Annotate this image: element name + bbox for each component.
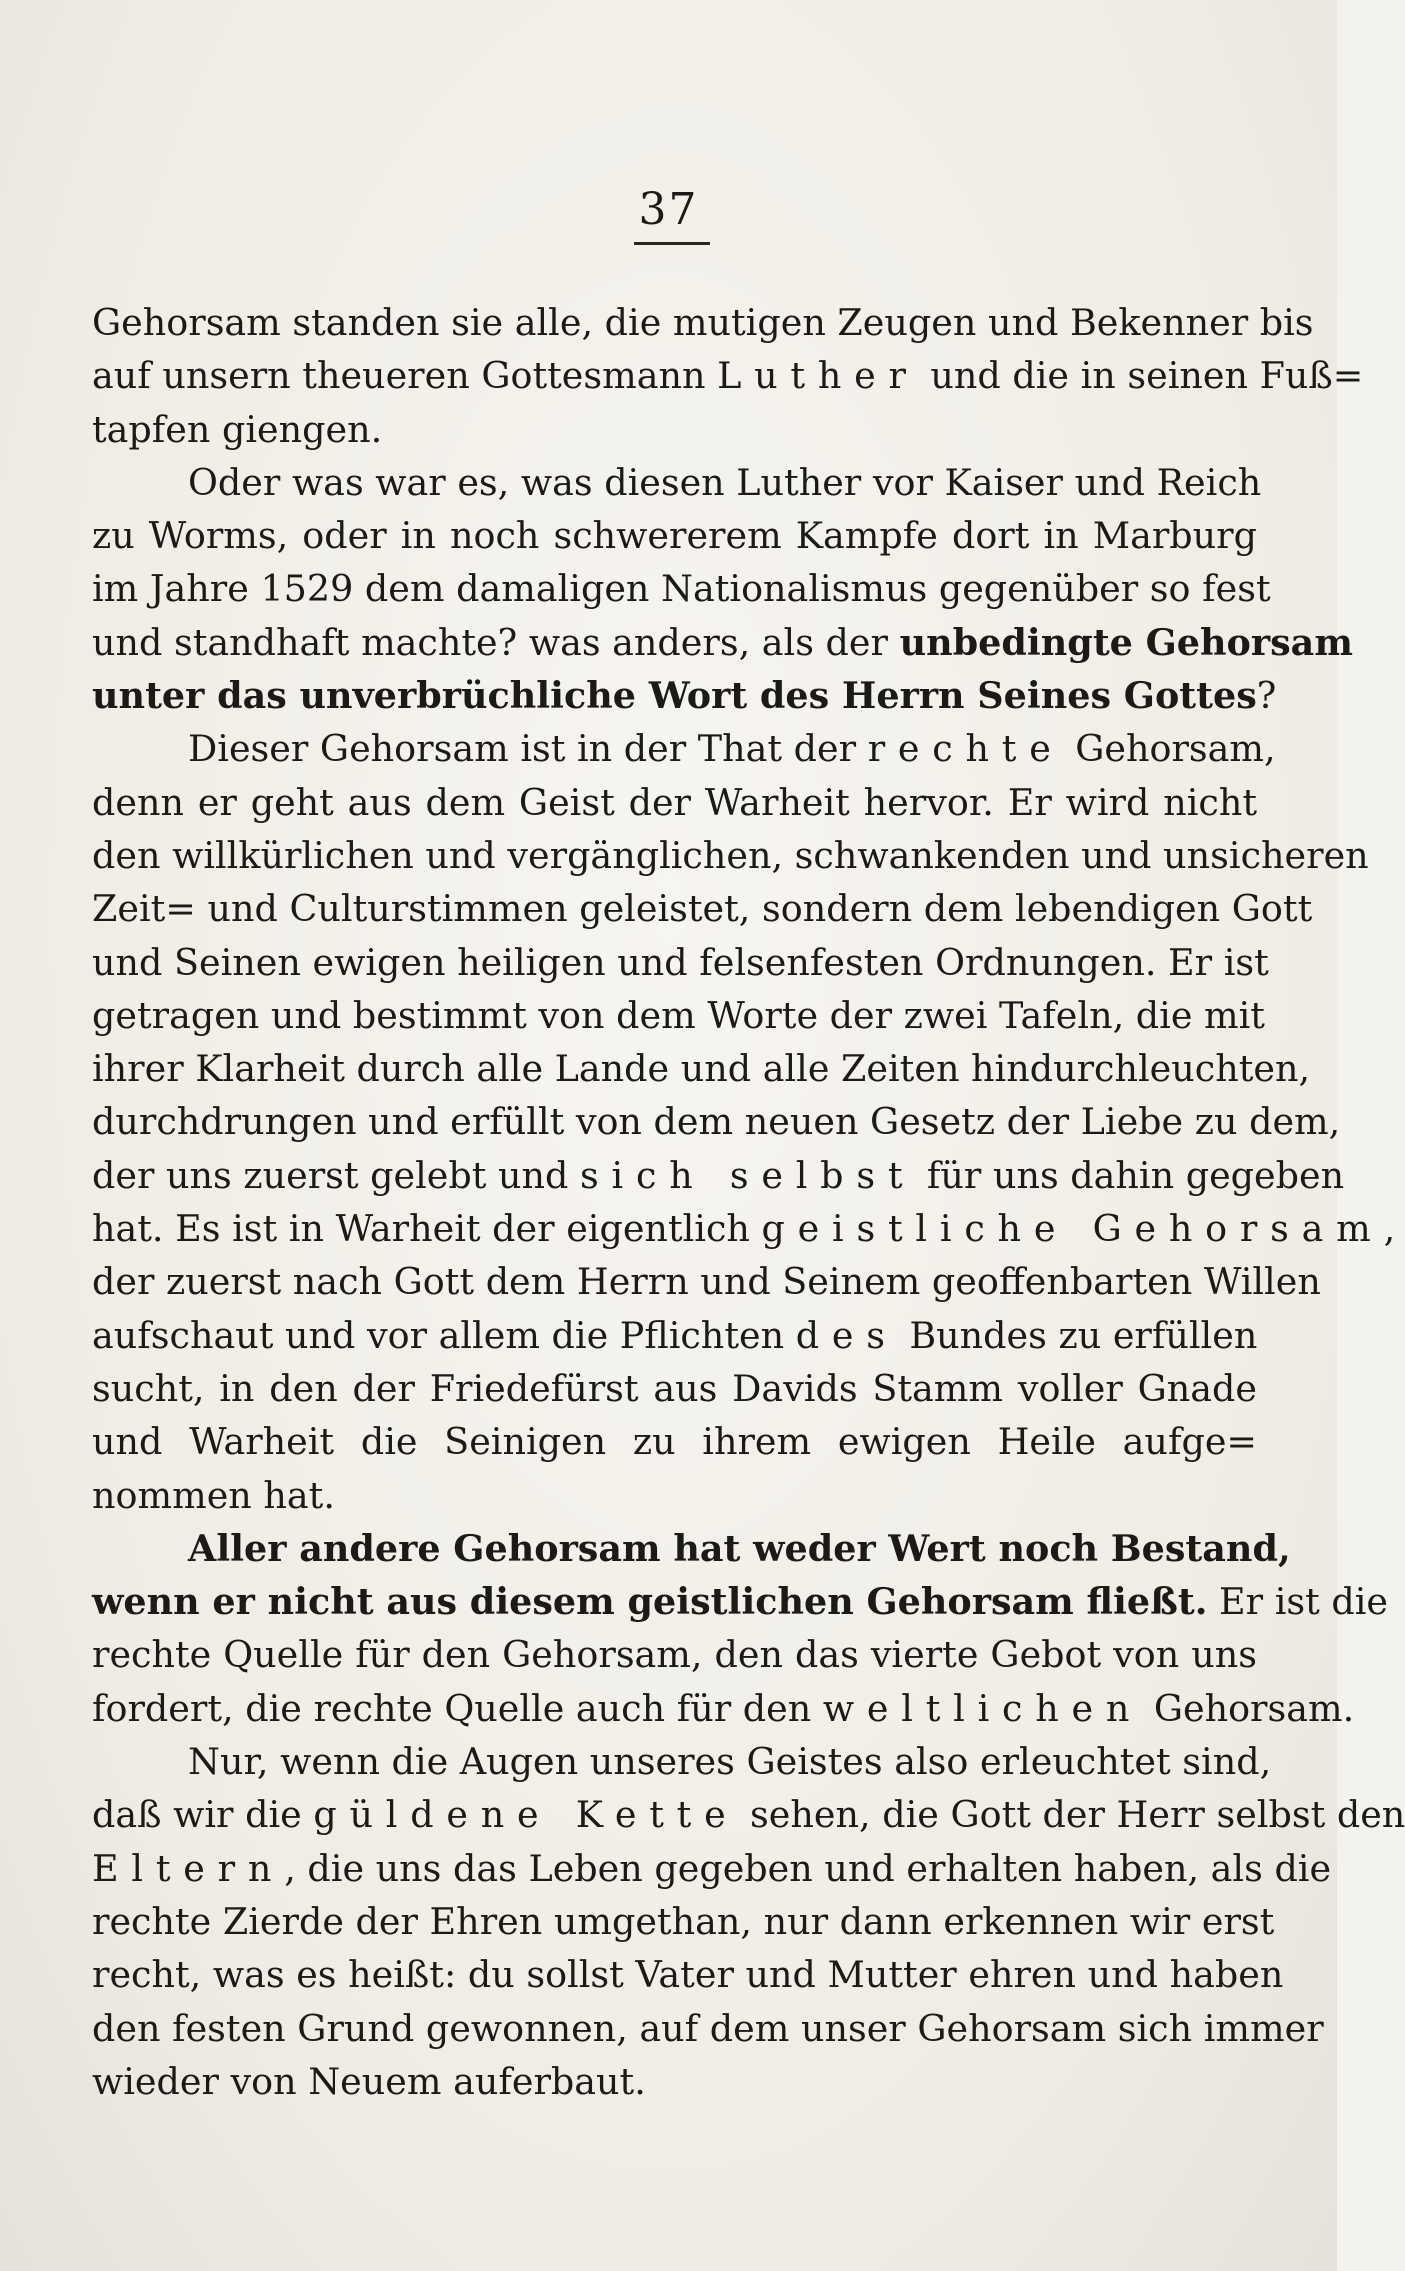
text-line xyxy=(92,1575,1389,1628)
text-run: für uns dahin gegeben xyxy=(915,1153,1345,1197)
text-run: wieder von Neuem auferbaut. xyxy=(92,2059,646,2103)
text-line xyxy=(92,776,1257,829)
spaced-text-run: des xyxy=(795,1313,898,1357)
text-run: Nur, wenn die Augen unseres Geistes also erleuchtet sind, xyxy=(188,1740,1272,1784)
text-run: und Warheit die Seinigen zu ihrem ewigen Heile aufge= xyxy=(92,1420,1257,1464)
text-line xyxy=(92,1202,1396,1255)
text-line xyxy=(92,296,1314,349)
text-run: Gehorsam. xyxy=(1142,1686,1355,1730)
text-run: Dieser Gehorsam ist in der That der xyxy=(188,727,868,771)
text-run: nommen hat. xyxy=(92,1473,335,1517)
spaced-text-run: rechte xyxy=(867,727,1064,771)
text-line xyxy=(92,1362,1257,1415)
text-line xyxy=(92,1415,1257,1468)
text-run: ? xyxy=(1256,674,1277,718)
text-line xyxy=(92,456,1262,509)
spaced-text-run: Luther xyxy=(717,354,919,398)
text-line xyxy=(92,1735,1272,1788)
text-run: auf unsern theueren Gottesmann xyxy=(92,354,718,398)
text-run: recht, was es heißt: du sollst Vater und Mutter ehren und haben xyxy=(92,1953,1284,1997)
text-line xyxy=(92,989,1265,1042)
text-run: Bundes zu erfüllen xyxy=(897,1313,1258,1357)
text-line xyxy=(92,1149,1345,1202)
bold-text-run: wenn er nicht aus diesem geistlichen Gehorsam fließt. xyxy=(92,1580,1208,1624)
text-run: rechte Zierde der Ehren umgethan, nur dann erkennen wir erst xyxy=(92,1899,1275,1943)
bold-text-run: unbedingte Gehorsam xyxy=(899,620,1353,664)
text-run: Gehorsam, xyxy=(1063,727,1276,771)
text-run: denn er geht aus dem Geist der Warheit hervor. Er wird nicht xyxy=(92,780,1257,824)
text-line xyxy=(92,1895,1275,1948)
page-number: 37 xyxy=(638,184,699,235)
text-run: der uns zuerst gelebt und xyxy=(92,1153,581,1197)
bold-text-run: unter das unverbrüchliche Wort des Herrn Seines Gottes xyxy=(92,674,1257,718)
bold-text-run: Aller andere Gehorsam hat weder Wert noch Bestand, xyxy=(188,1526,1291,1570)
text-line xyxy=(92,1095,1341,1148)
text-line xyxy=(92,1522,1291,1575)
text-line xyxy=(92,403,1257,456)
text-run: daß wir die xyxy=(92,1793,314,1837)
text-line xyxy=(92,562,1271,615)
text-run: rechte Quelle für den Gehorsam, den das vierte Gebot von uns xyxy=(92,1633,1257,1677)
text-run: und standhaft machte? was anders, als der xyxy=(92,620,900,664)
text-run: sehen, die Gott der Herr selbst den xyxy=(738,1793,1405,1837)
text-line xyxy=(92,1788,1405,1841)
text-run: durchdrungen und erfüllt von dem neuen Gesetz der Liebe zu dem, xyxy=(92,1100,1341,1144)
text-line xyxy=(92,882,1313,935)
text-run: zu Worms, oder in noch schwererem Kampfe dort in Marburg xyxy=(92,514,1257,558)
text-line xyxy=(92,1469,1257,1522)
text-line xyxy=(92,509,1257,562)
text-run: , xyxy=(1383,1207,1396,1251)
text-run: der zuerst nach Gott dem Herrn und Seinem geoffenbarten Willen xyxy=(92,1260,1321,1304)
text-line xyxy=(92,936,1269,989)
text-run: tapfen giengen. xyxy=(92,407,383,451)
text-line xyxy=(92,1255,1321,1308)
text-run: Er ist die xyxy=(1207,1580,1389,1624)
text-line xyxy=(92,1042,1311,1095)
text-run: aufschaut und vor allem die Pflichten xyxy=(92,1313,796,1357)
text-run: sucht, in den der Friedefürst aus Davids Stamm voller Gnade xyxy=(92,1366,1257,1410)
text-line xyxy=(92,1948,1284,2001)
text-run: Zeit= und Culturstimmen geleistet, sondern dem lebendigen Gott xyxy=(92,887,1313,931)
text-run: getragen und bestimmt von dem Worte der zwei Tafeln, die mit xyxy=(92,993,1265,1037)
body-text xyxy=(92,296,1405,2108)
page-number-underline xyxy=(634,242,710,245)
spaced-text-run: güldene Kette xyxy=(313,1793,739,1837)
text-line xyxy=(92,669,1277,722)
text-line xyxy=(92,2002,1324,2055)
text-line xyxy=(92,616,1353,669)
spaced-text-run: sich selbst xyxy=(580,1153,916,1197)
text-run: und die in seinen Fuß= xyxy=(918,354,1364,398)
text-line xyxy=(92,829,1369,882)
spaced-text-run: geistliche Gehorsam xyxy=(761,1207,1384,1251)
text-run: Oder was war es, was diesen Luther vor Kaiser und Reich xyxy=(188,460,1262,504)
text-run: , die uns das Leben gegeben und erhalten haben, als die xyxy=(284,1846,1332,1890)
text-run: hat. Es ist in Warheit der eigentlich xyxy=(92,1207,762,1251)
text-line xyxy=(92,1309,1257,1362)
text-line xyxy=(92,349,1364,402)
text-line xyxy=(92,1682,1355,1735)
text-run: den willkürlichen und vergänglichen, schwankenden und unsicheren xyxy=(92,833,1369,877)
text-run: im Jahre 1529 dem damaligen Nationalismus gegenüber so fest xyxy=(92,567,1271,611)
text-run: und Seinen ewigen heiligen und felsenfesten Ordnungen. Er ist xyxy=(92,940,1269,984)
text-line xyxy=(92,1842,1332,1895)
text-run: ihrer Klarheit durch alle Lande und alle Zeiten hindurchleuchten, xyxy=(92,1047,1311,1091)
text-run: Gehorsam standen sie alle, die mutigen Zeugen und Bekenner bis xyxy=(92,301,1314,344)
text-run: den festen Grund gewonnen, auf dem unser Gehorsam sich immer xyxy=(92,2006,1324,2050)
text-line xyxy=(92,2055,1257,2108)
text-line xyxy=(92,722,1276,775)
spaced-text-run: weltlichen xyxy=(822,1686,1143,1730)
text-line xyxy=(92,1628,1257,1681)
text-run: fordert, die rechte Quelle auch für den xyxy=(92,1686,823,1730)
spaced-text-run: Eltern xyxy=(92,1846,285,1890)
